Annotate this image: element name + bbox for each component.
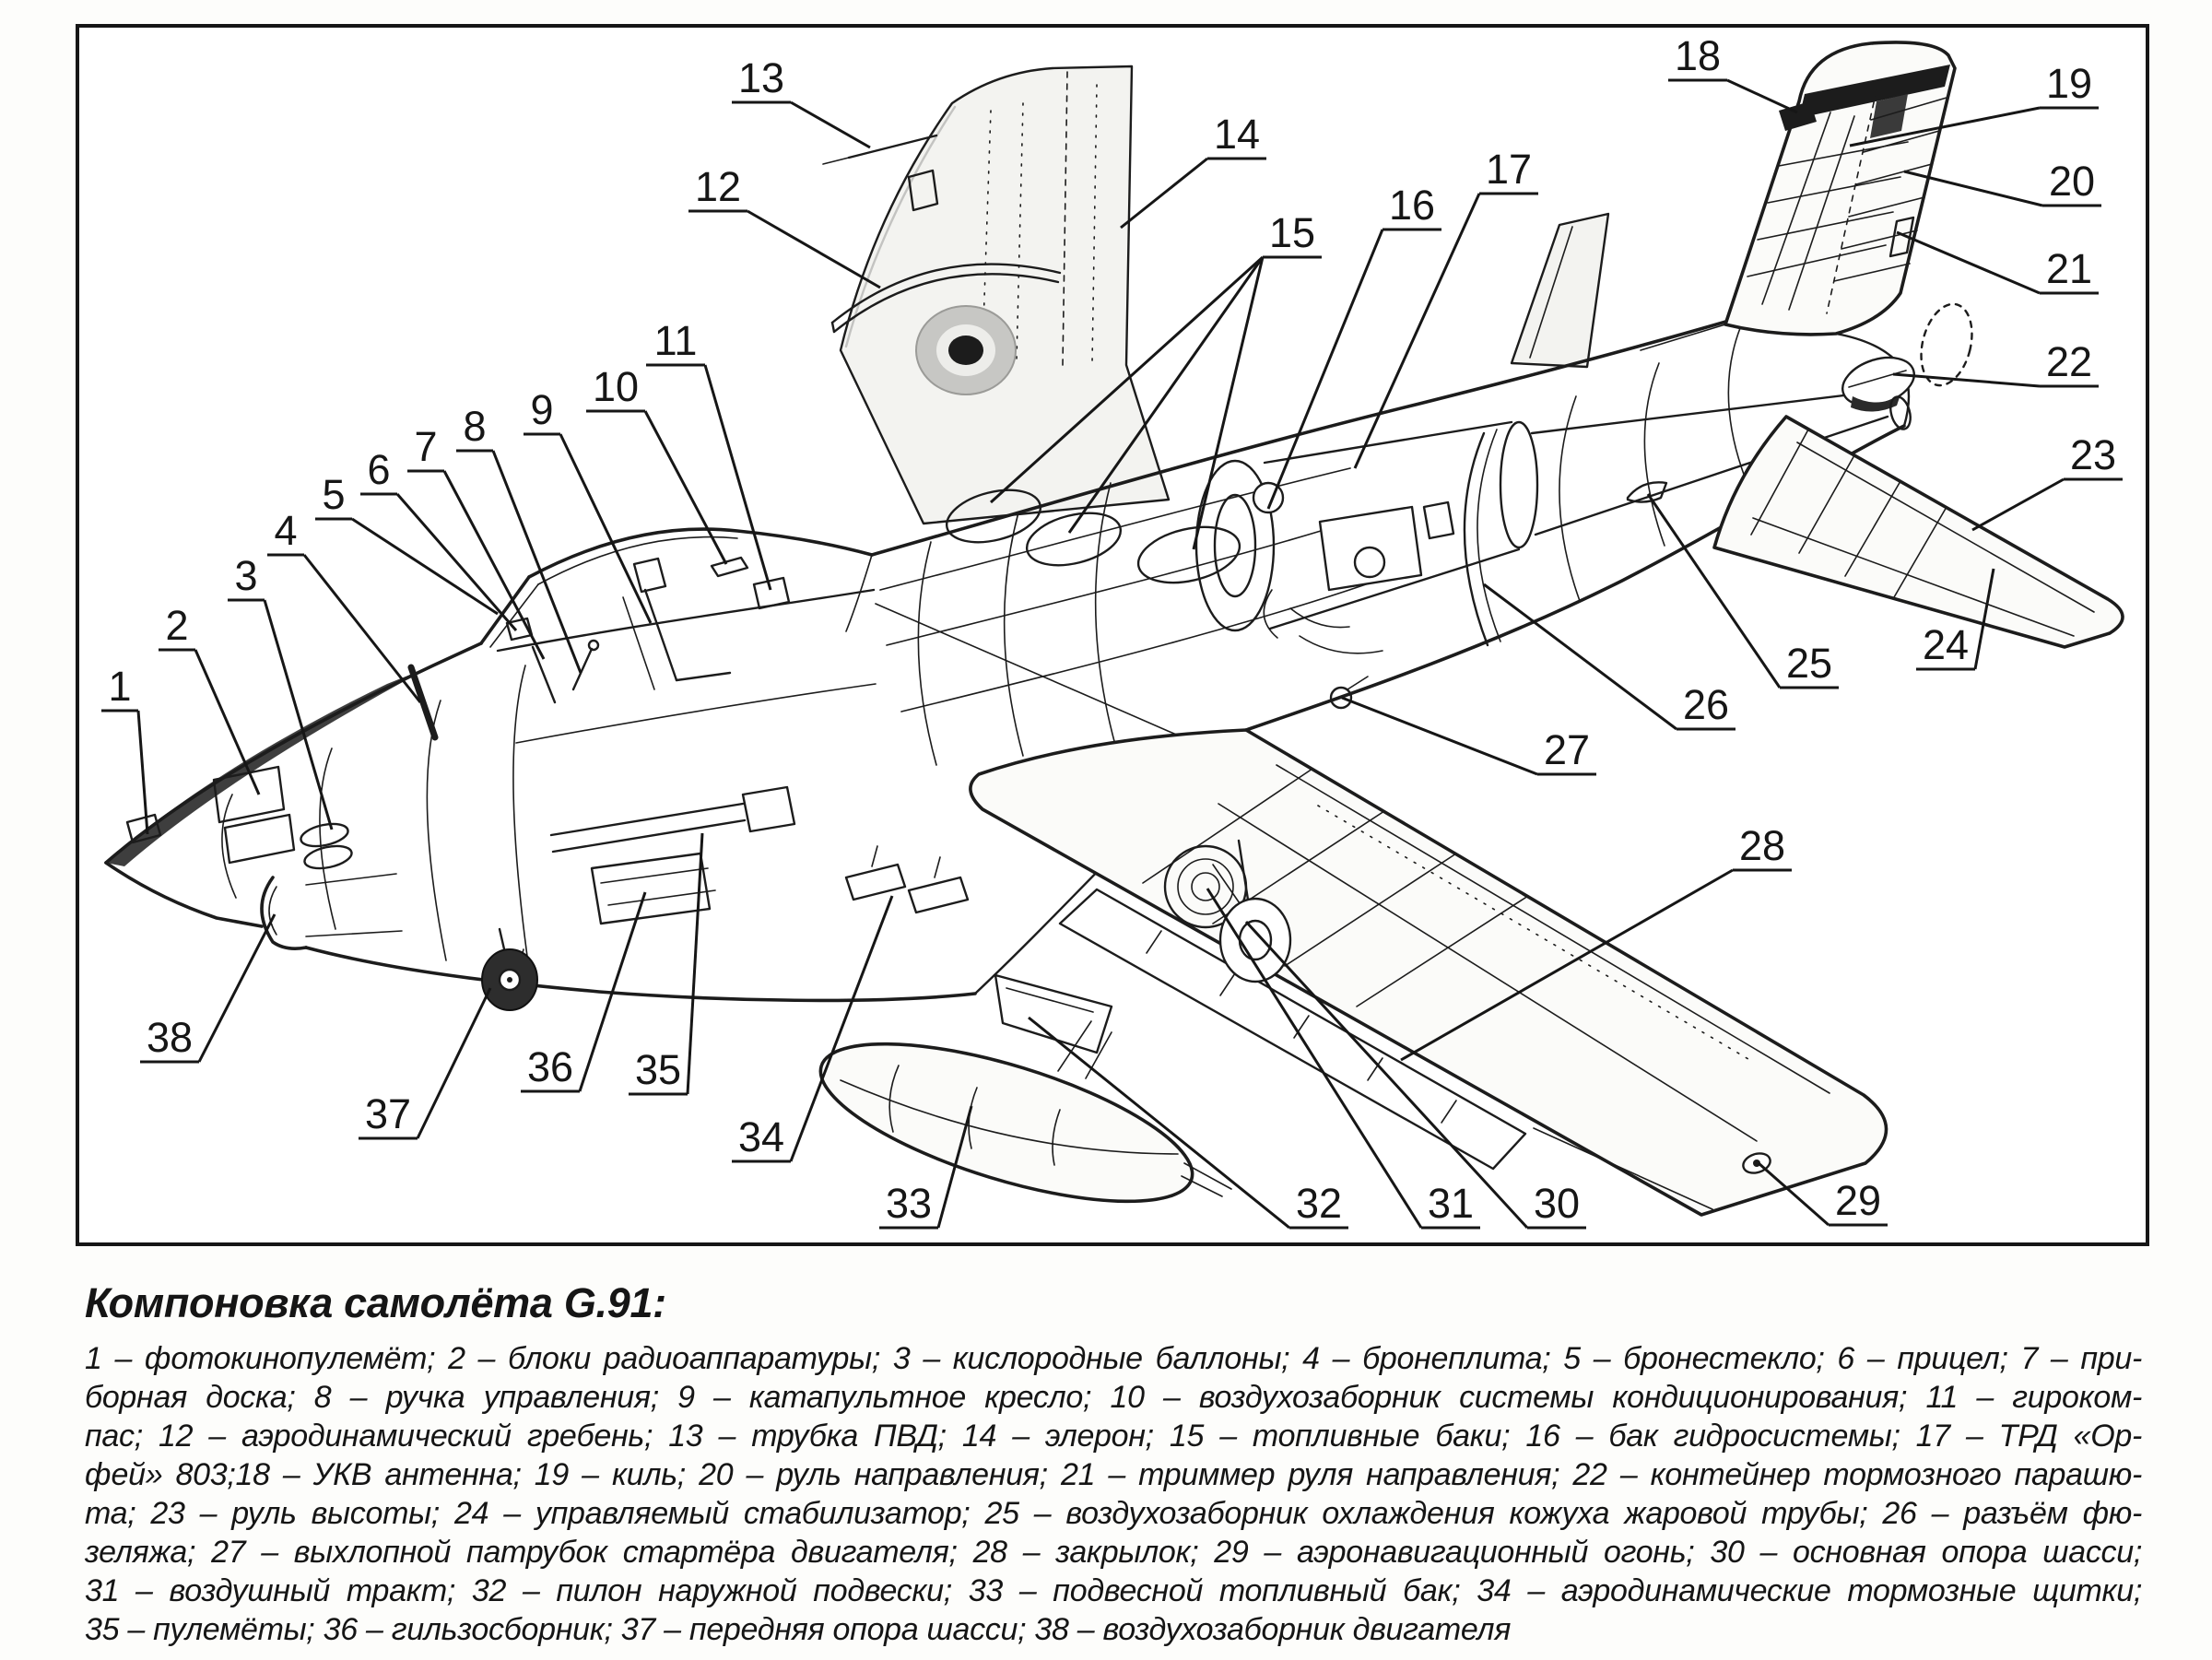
callout-number-1: 1 <box>108 663 132 710</box>
callout-number-15: 15 <box>1268 209 1316 256</box>
callout-number-23: 23 <box>2069 431 2117 478</box>
callout-number-11: 11 <box>653 317 698 364</box>
callout-number-13: 13 <box>737 54 785 101</box>
callout-number-9: 9 <box>530 386 554 433</box>
callout-number-31: 31 <box>1427 1180 1475 1227</box>
legend-line-7: 31 – воздушный тракт; 32 – пилон наружной подвески; 33 – подвесной топливный бак; 34 – аэродинамические тормозные щитки; <box>85 1573 2142 1608</box>
legend-line-1: 1 – фотокинопулемёт; 2 – блоки радиоаппаратуры; 3 – кислородные баллоны; 4 – бронеплита; 5 – бронестекло; 6 – прицел; 7 – при- <box>85 1341 2142 1376</box>
callout-number-8: 8 <box>463 403 487 450</box>
callout-number-33: 33 <box>885 1180 933 1227</box>
legend-line-3: пас; 12 – аэродинамический гребень; 13 – трубка ПВД; 14 – элерон; 15 – топливные баки; 16 – бак гидросистемы; 17 – ТРД «Ор- <box>85 1419 2142 1454</box>
legend-line-6: зеляжа; 27 – выхлопной патрубок стартёра двигателя; 28 – закрылок; 29 – аэронавигационный огонь; 30 – основная опора шасси; <box>85 1535 2142 1570</box>
callout-number-32: 32 <box>1295 1180 1343 1227</box>
callout-number-37: 37 <box>364 1090 412 1137</box>
legend-line-4: фей» 803;18 – УКВ антенна; 19 – киль; 20 – руль направления; 21 – триммер руля направления; 22 – контейнер тормозного парашю- <box>85 1457 2142 1492</box>
callout-number-36: 36 <box>526 1043 574 1090</box>
caption-block <box>85 1279 2142 1649</box>
callout-number-25: 25 <box>1785 640 1833 687</box>
callout-number-34: 34 <box>737 1113 785 1160</box>
caption-title: Компоновка самолёта G.91: <box>85 1279 666 1326</box>
callout-number-28: 28 <box>1738 822 1786 869</box>
callout-number-14: 14 <box>1213 111 1261 158</box>
callout-number-4: 4 <box>274 507 298 554</box>
roundel-marking <box>916 306 1016 394</box>
legend-text <box>85 1339 2142 1649</box>
legend-line-2: борная доска; 8 – ручка управления; 9 – катапультное кресло; 10 – воздухозаборник системы кондиционирования; 11 – гироком- <box>85 1380 2142 1415</box>
callout-number-2: 2 <box>165 602 189 649</box>
callout-number-38: 38 <box>146 1014 194 1061</box>
callout-number-19: 19 <box>2045 60 2093 107</box>
callout-number-10: 10 <box>592 363 640 410</box>
callout-number-22: 22 <box>2045 338 2093 385</box>
callout-number-26: 26 <box>1682 681 1730 728</box>
legend-line-5: та; 23 – руль высоты; 24 – управляемый стабилизатор; 25 – воздухозаборник охлаждения кожуха жаровой трубы; 26 – разъём фю- <box>85 1496 2142 1531</box>
callout-number-6: 6 <box>367 446 391 493</box>
callout-number-12: 12 <box>694 163 742 210</box>
callout-number-3: 3 <box>234 552 258 599</box>
callout-number-21: 21 <box>2045 245 2093 292</box>
callout-number-29: 29 <box>1834 1177 1882 1224</box>
callout-number-7: 7 <box>414 423 438 470</box>
callout-number-35: 35 <box>634 1046 682 1093</box>
callout-number-5: 5 <box>322 471 346 518</box>
legend-line-8: 35 – пулемёты; 36 – гильзосборник; 37 – передняя опора шасси; 38 – воздухозаборник двигателя <box>85 1612 1512 1647</box>
callout-number-16: 16 <box>1388 182 1436 229</box>
callout-number-30: 30 <box>1533 1180 1581 1227</box>
callout-number-27: 27 <box>1543 726 1591 773</box>
callout-number-24: 24 <box>1922 621 1970 668</box>
callout-number-20: 20 <box>2048 158 2096 205</box>
callout-number-17: 17 <box>1485 146 1533 193</box>
callout-number-18: 18 <box>1674 32 1722 79</box>
